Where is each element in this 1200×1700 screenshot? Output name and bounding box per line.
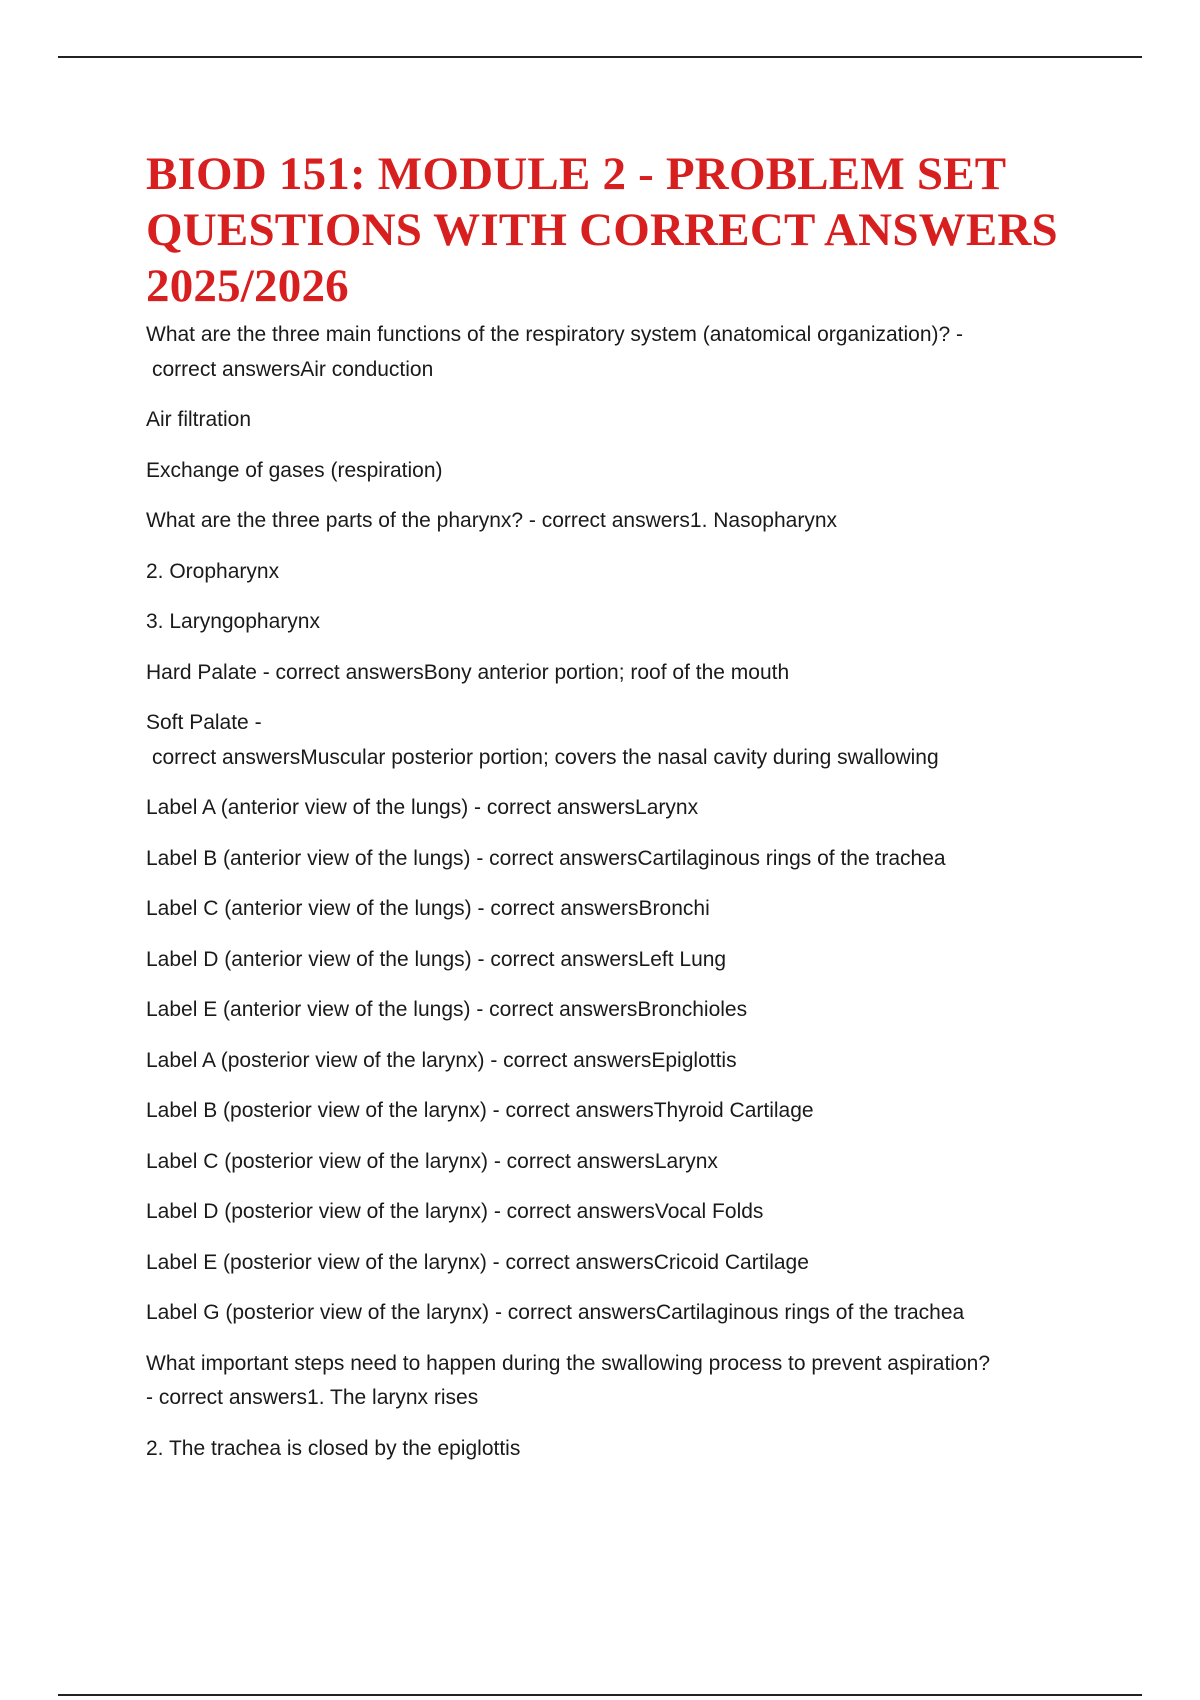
qa-paragraph <box>146 605 1066 640</box>
top-rule <box>58 56 1142 58</box>
paragraph-line: Soft Palate - <box>146 711 262 734</box>
paragraph-line: Label E (anterior view of the lungs) - correct answersBronchioles <box>146 998 748 1021</box>
paragraph-line: Label D (posterior view of the larynx) - correct answersVocal Folds <box>146 1200 764 1223</box>
document-title: BIOD 151: MODULE 2 - PROBLEM SET QUESTIONS WITH CORRECT ANSWERS 2025/2026 <box>146 148 1058 312</box>
paragraph-line: Hard Palate - correct answersBony anterior portion; roof of the mouth <box>146 660 790 684</box>
paragraph-line: Label G (posterior view of the larynx) - correct answersCartilaginous rings of the trachea <box>146 1301 965 1324</box>
qa-paragraph <box>146 842 1066 877</box>
paragraph-line: 2. Oropharynx <box>146 559 280 583</box>
paragraph-continuation: - correct answers1. The larynx rises <box>146 1386 479 1409</box>
paragraph-line: Label D (anterior view of the lungs) - correct answersLeft Lung <box>146 947 727 971</box>
paragraph-line: Label A (posterior view of the larynx) - correct answersEpiglottis <box>146 1048 737 1072</box>
qa-paragraph <box>146 1347 1066 1416</box>
qa-paragraph <box>146 1432 1066 1467</box>
qa-paragraph <box>146 1246 1066 1281</box>
paragraph-line: Air filtration <box>146 408 252 431</box>
paragraph-line: What important steps need to happen during the swallowing process to prevent aspiration? <box>146 1351 990 1375</box>
qa-paragraph <box>146 504 1066 539</box>
paragraph-line: Label C (anterior view of the lungs) - correct answersBronchi <box>146 897 710 920</box>
paragraph-line: Label C (posterior view of the larynx) - correct answersLarynx <box>146 1149 718 1173</box>
paragraph-line: Label B (anterior view of the lungs) - correct answersCartilaginous rings of the trachea <box>146 846 946 870</box>
document-body <box>146 146 1066 1482</box>
qa-paragraph <box>146 1145 1066 1180</box>
qa-paragraph <box>146 943 1066 978</box>
qa-paragraph <box>146 791 1066 826</box>
paragraph-line: Label B (posterior view of the larynx) - correct answersThyroid Cartilage <box>146 1099 814 1122</box>
paragraph-line: Exchange of gases (respiration) <box>146 458 443 482</box>
qa-paragraph <box>146 454 1066 489</box>
qa-paragraph <box>146 1195 1066 1230</box>
paragraph-line: 3. Laryngopharynx <box>146 610 320 633</box>
qa-list <box>146 318 1066 1466</box>
paragraph-line: What are the three parts of the pharynx? - correct answers1. Nasopharynx <box>146 509 838 532</box>
qa-paragraph <box>146 1044 1066 1079</box>
qa-paragraph <box>146 1094 1066 1129</box>
qa-paragraph <box>146 318 1066 387</box>
qa-paragraph <box>146 892 1066 927</box>
paragraph-continuation: correct answersAir conduction <box>152 357 434 381</box>
paragraph-line: Label E (posterior view of the larynx) - correct answersCricoid Cartilage <box>146 1250 809 1274</box>
paragraph-line: Label A (anterior view of the lungs) - correct answersLarynx <box>146 796 699 819</box>
qa-paragraph <box>146 555 1066 590</box>
paragraph-line: 2. The trachea is closed by the epiglottis <box>146 1436 521 1460</box>
paragraph-continuation: correct answersMuscular posterior portion; covers the nasal cavity during swallowing <box>152 745 939 769</box>
qa-paragraph <box>146 403 1066 438</box>
qa-paragraph <box>146 706 1066 775</box>
paragraph-line: What are the three main functions of the respiratory system (anatomical organization)? - <box>146 323 964 346</box>
bottom-rule <box>58 1694 1142 1696</box>
qa-paragraph <box>146 993 1066 1028</box>
qa-paragraph <box>146 1296 1066 1331</box>
qa-paragraph <box>146 656 1066 691</box>
